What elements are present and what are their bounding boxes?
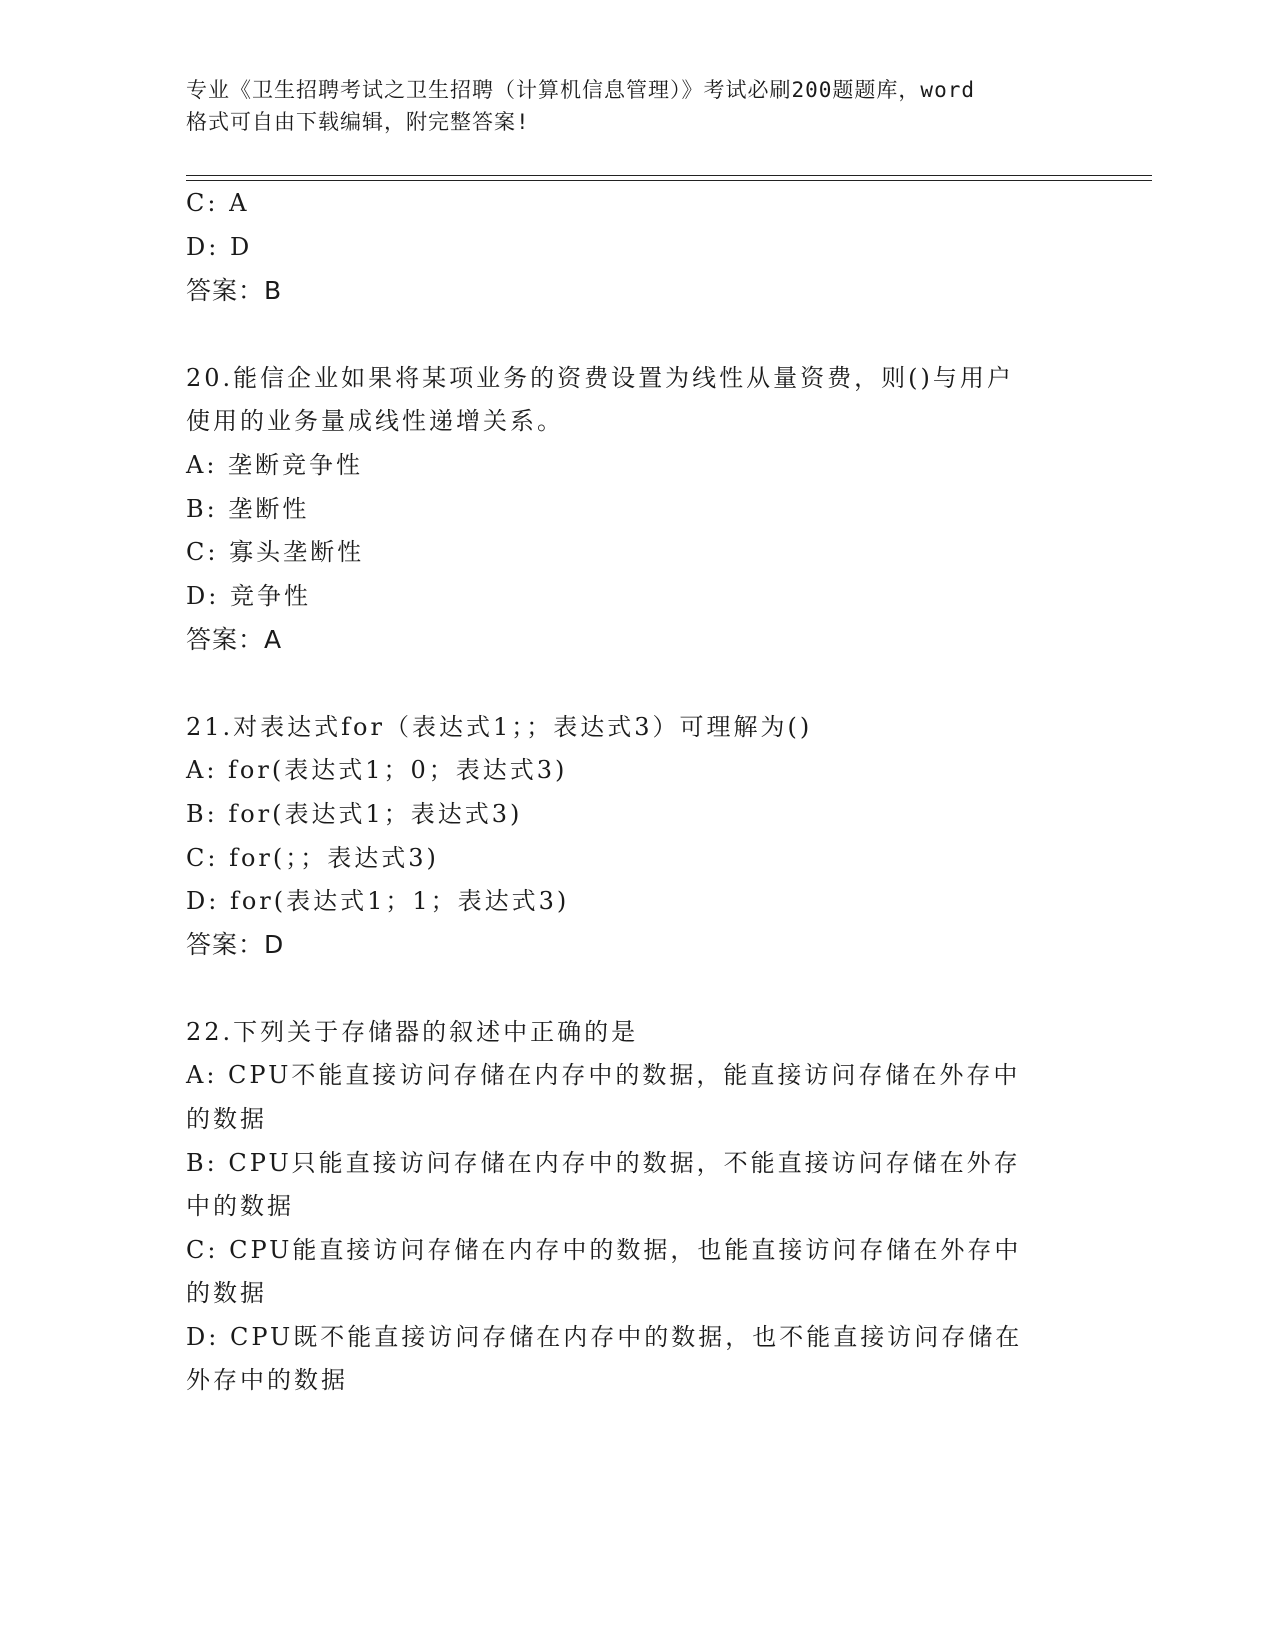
q22-stem: 22.下列关于存储器的叙述中正确的是 [186,1018,639,1046]
q22-option-c-line-1: C: CPU能直接访问存储在内存中的数据，也能直接访问存储在外存中 [186,1236,1022,1264]
q21-option-d: D: for(表达式1；1；表达式3) [186,887,570,915]
header-rule-bottom [186,180,1152,181]
q20-option-b: B: 垄断性 [186,495,310,523]
q21-option-b: B: for(表达式1；表达式3) [186,800,523,828]
q20-stem-line-2: 使用的业务量成线性递增关系。 [186,407,564,435]
prev-option-c: C: A [186,189,250,217]
q21-option-a: A: for(表达式1；0；表达式3) [186,756,568,784]
q20-stem-line-1: 20.能信企业如果将某项业务的资费设置为线性从量资费，则()与用户 [186,364,1014,392]
q22-option-d-line-1: D: CPU既不能直接访问存储在内存中的数据，也不能直接访问存储在 [186,1323,1023,1351]
document-header [186,74,1086,138]
q20-option-c: C: 寡头垄断性 [186,538,365,566]
prev-option-d: D: D [186,233,253,261]
q22-option-a-line-1: A: CPU不能直接访问存储在内存中的数据，能直接访问存储在外存中 [186,1061,1021,1089]
q22-option-c-line-2: 的数据 [186,1279,267,1307]
header-title-line-2: 格式可自由下载编辑，附完整答案! [186,110,530,134]
header-rule-top [186,175,1152,176]
q21-stem: 21.对表达式for（表达式1；；表达式3）可理解为() [186,713,813,741]
q20-option-d: D: 竞争性 [186,582,311,610]
prev-answer: 答案：B [186,276,283,305]
q21-answer: 答案：D [186,930,285,959]
header-title-line-1: 专业《卫生招聘考试之卫生招聘（计算机信息管理）》考试必刷200题题库，word [186,78,975,102]
q22-option-b-line-1: B: CPU只能直接访问存储在内存中的数据，不能直接访问存储在外存 [186,1149,1021,1177]
q22-option-a-line-2: 的数据 [186,1105,267,1133]
q22-option-b-line-2: 中的数据 [186,1192,294,1220]
q21-option-c: C: for(；；表达式3) [186,844,439,872]
q22-option-d-line-2: 外存中的数据 [186,1366,348,1394]
q20-option-a: A: 垄断竞争性 [186,451,364,479]
q20-answer: 答案：A [186,625,283,654]
